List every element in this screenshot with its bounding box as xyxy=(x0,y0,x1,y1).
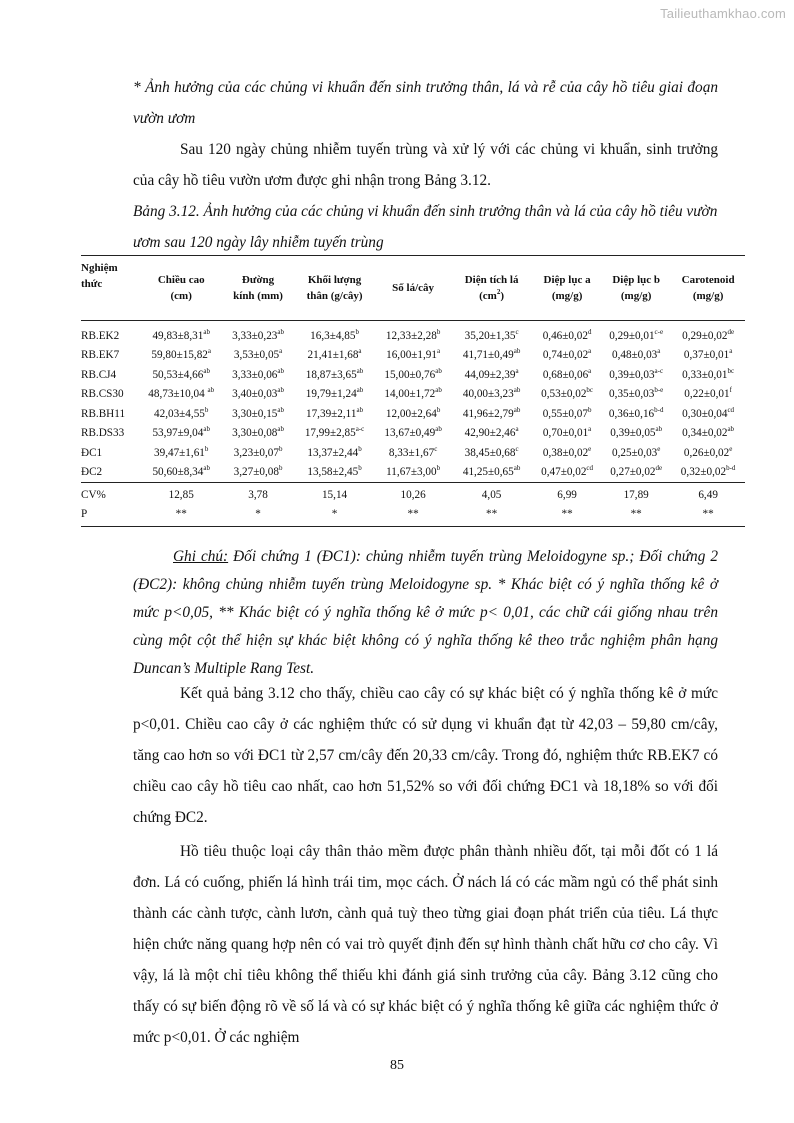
table-row xyxy=(81,365,745,385)
significance-letter: c xyxy=(515,444,519,453)
header-chlorophyll-a: Diệp lục a (mg/g) xyxy=(543,274,591,302)
table-cell: 4,05 xyxy=(450,483,533,505)
cell-value: 0,33±0,01 xyxy=(682,368,728,381)
cell-value: 0,70±0,01 xyxy=(542,427,589,440)
table-cell xyxy=(671,321,745,346)
treatment-name: RB.BH11 xyxy=(81,407,126,420)
result-paragraph-2: Hồ tiêu thuộc loại cây thân thảo mềm được phân thành nhiều đốt, tại mỗi đốt có 1 lá đơn. Lá có cuống, phiến lá hình trái tim, mọc cách. Ở nách lá có các mầm ngủ có thể phát sinh thành các cành tược, cành lươn, cành quả tuỳ theo từng giai đoạn phát triển của tiêu. Lá thực hiện chức năng quang hợp nên có vai trò quyết định đến sự hình thành chất hữu cơ cho cây. Vì vậy, lá là một chỉ tiêu không thể thiếu khi đánh giá sinh trưởng của cây. Bảng 3.12 cũng cho thấy có sự biến động rõ về số lá và có sự khác biệt có ý nghĩa thống kê giữa các nghiệm thức ở mức p<0,01. Ở các nghiệm xyxy=(133,843,718,1046)
cell-value: 16,00±1,91 xyxy=(386,349,437,362)
header-treatment: Nghiệm thức xyxy=(81,262,118,290)
significance-letter: bc xyxy=(727,366,735,375)
table-cell xyxy=(533,424,601,444)
significance-letter: b xyxy=(278,444,283,453)
significance-letter: ab xyxy=(277,327,284,336)
significance-letter: a xyxy=(279,347,283,356)
cell-value: 12,00±2,64 xyxy=(385,407,437,420)
cell-value: 3,30±0,15 xyxy=(232,407,278,420)
table-cell xyxy=(671,443,745,463)
table-cell xyxy=(139,346,223,366)
significance-letter: a xyxy=(588,425,592,434)
significance-letter: de xyxy=(727,327,735,336)
table-cell xyxy=(139,443,223,463)
header-mass: Khối lượng thân (g/cây) xyxy=(306,274,363,302)
table-cell xyxy=(533,365,601,385)
significance-letter: b xyxy=(436,405,441,414)
cell-value: 0,39±0,03 xyxy=(609,368,655,381)
cell-value: 3,53±0,05 xyxy=(233,349,280,362)
significance-letter: de xyxy=(655,464,663,473)
table-cell xyxy=(671,385,745,405)
significance-letter: ab xyxy=(203,425,210,434)
table-cell xyxy=(223,321,293,346)
table-note xyxy=(133,543,718,683)
significance-letter: e xyxy=(657,444,661,453)
significance-letter: a xyxy=(588,347,592,356)
table-cell xyxy=(139,424,223,444)
row-label: P xyxy=(81,505,139,527)
significance-letter: a xyxy=(358,347,362,356)
significance-letter: bc xyxy=(586,386,594,395)
table-cell xyxy=(533,404,601,424)
table-cell xyxy=(671,365,745,385)
cell-value: 0,25±0,03 xyxy=(611,446,658,459)
cell-value: 41,71±0,49 xyxy=(462,349,514,362)
significance-letter: b xyxy=(204,444,209,453)
top-text xyxy=(133,72,718,258)
cell-value: 50,60±8,34 xyxy=(152,466,204,479)
significance-letter: ab xyxy=(203,366,210,375)
cell-value: 39,47±1,61 xyxy=(154,446,205,459)
cell-value: 0,27±0,02 xyxy=(610,466,656,479)
significance-letter: b xyxy=(436,464,441,473)
cell-value: 59,80±15,82 xyxy=(151,349,208,362)
table-cell xyxy=(376,346,450,366)
significance-letter: c xyxy=(515,327,519,336)
cell-value: 0,53±0,02 xyxy=(541,388,587,401)
table-cell xyxy=(376,321,450,346)
cell-value: 21,41±1,68 xyxy=(307,349,359,362)
header-chlorophyll-b: Diệp lục b (mg/g) xyxy=(612,274,661,302)
page-number: 85 xyxy=(390,1058,404,1073)
significance-letter: d xyxy=(587,327,592,336)
significance-letter: a xyxy=(515,366,519,375)
significance-letter: ab xyxy=(513,405,521,414)
table-row xyxy=(81,346,745,366)
watermark: Tailieuthamkhao.com xyxy=(660,6,786,21)
header-height: Chiều cao (cm) xyxy=(157,274,205,302)
cell-value: 0,36±0,16 xyxy=(608,407,655,420)
table-caption: Bảng 3.12. Ảnh hưởng của các chủng vi khuẩn đến sinh trưởng thân và lá của cây hồ tiêu vườn ươm sau 120 ngày lây nhiễm tuyến trùng xyxy=(133,203,718,251)
header-leaves: Số lá/cây xyxy=(392,282,435,294)
table-header-row xyxy=(81,256,745,321)
intro-paragraph: Sau 120 ngày chủng nhiễm tuyến trùng và xử lý với các chủng vi khuẩn, sinh trưởng của cây hồ tiêu vườn ươm được ghi nhận trong Bảng 3.12. xyxy=(133,141,718,189)
table-cell: * xyxy=(223,505,293,527)
table-cell xyxy=(293,321,376,346)
data-table xyxy=(81,255,745,527)
significance-letter: f xyxy=(729,386,732,395)
table-cell: 6,49 xyxy=(671,483,745,505)
treatment-name: RB.CS30 xyxy=(81,388,124,401)
significance-letter: ab xyxy=(277,425,284,434)
header-carotenoid: Carotenoid (mg/g) xyxy=(681,274,735,302)
significance-letter: ab xyxy=(277,405,284,414)
cell-value: 35,20±1,35 xyxy=(464,329,516,342)
table-cell: 17,89 xyxy=(601,483,671,505)
cell-value: 19,79±1,24 xyxy=(305,388,357,401)
significance-letter: cd xyxy=(727,405,735,414)
table-cell xyxy=(376,443,450,463)
table-cell xyxy=(533,385,601,405)
cell-value: 13,67±0,49 xyxy=(384,427,436,440)
cell-value: 3,27±0,08 xyxy=(233,466,279,479)
significance-letter: ab xyxy=(356,386,364,395)
cell-value: 15,00±0,76 xyxy=(384,368,436,381)
table-cell xyxy=(139,321,223,346)
table-cell xyxy=(450,463,533,483)
row-label: CV% xyxy=(81,483,139,505)
cell-value: 3,33±0,06 xyxy=(232,368,278,381)
table-cell xyxy=(376,424,450,444)
significance-letter: ab xyxy=(435,386,442,395)
table-cell xyxy=(601,443,671,463)
treatment-name: RB.DS33 xyxy=(81,427,125,440)
table-cell xyxy=(293,346,376,366)
table-cell xyxy=(450,443,533,463)
cell-value: 50,53±4,66 xyxy=(152,368,204,381)
table-cell xyxy=(601,365,671,385)
table-cell xyxy=(533,443,601,463)
table-cell xyxy=(450,385,533,405)
table-cell xyxy=(223,424,293,444)
table-row xyxy=(81,443,745,463)
significance-letter: a xyxy=(657,347,661,356)
significance-letter: ab xyxy=(356,366,364,375)
significance-letter: ab xyxy=(203,327,210,336)
table-cell: ** xyxy=(376,505,450,527)
table-cell xyxy=(293,365,376,385)
significance-letter: ab xyxy=(513,464,521,473)
cell-value: 42,03±4,55 xyxy=(154,407,205,420)
significance-letter: e xyxy=(588,444,592,453)
significance-letter: b xyxy=(278,464,283,473)
cell-value: 49,83±8,31 xyxy=(152,329,204,342)
table-row xyxy=(81,321,745,346)
body-text xyxy=(133,678,718,1053)
cell-value: 0,46±0,02 xyxy=(542,329,588,342)
table-cell xyxy=(223,463,293,483)
table-cell xyxy=(293,385,376,405)
header-leaf-area: Diện tích lá $(cm^2)$ xyxy=(464,274,519,302)
cell-value: 3,40±0,03 xyxy=(232,388,278,401)
table-cell xyxy=(293,463,376,483)
table-cell xyxy=(601,424,671,444)
cell-value: 13,37±2,44 xyxy=(307,446,359,459)
table-cell: 3,78 xyxy=(223,483,293,505)
table-body xyxy=(81,321,745,527)
treatment-name: RB.CJ4 xyxy=(81,368,117,381)
cell-value: 13,58±2,45 xyxy=(307,466,359,479)
table-cell xyxy=(376,385,450,405)
table-cell: ** xyxy=(450,505,533,527)
significance-letter: b-d xyxy=(726,464,736,473)
significance-letter: ab xyxy=(203,464,210,473)
significance-letter: a-c xyxy=(355,425,365,434)
table-cell xyxy=(450,404,533,424)
table-cell: 10,26 xyxy=(376,483,450,505)
significance-letter: c-e xyxy=(654,327,664,336)
cell-value: 0,26±0,02 xyxy=(683,446,730,459)
significance-letter: ab xyxy=(277,366,284,375)
treatment-name: RB.EK7 xyxy=(81,349,120,362)
cell-value: 0,74±0,02 xyxy=(542,349,589,362)
table-cell: 12,85 xyxy=(139,483,223,505)
significance-letter: ab xyxy=(356,405,364,414)
table-cell xyxy=(450,321,533,346)
cell-value: 18,87±3,65 xyxy=(305,368,357,381)
significance-letter: ab xyxy=(435,425,442,434)
table-cell xyxy=(671,346,745,366)
p-row xyxy=(81,505,745,527)
cell-value: 0,30±0,04 xyxy=(682,407,728,420)
treatment-name: ĐC2 xyxy=(81,466,103,479)
table-cell: 6,99 xyxy=(533,483,601,505)
table-cell xyxy=(223,404,293,424)
significance-letter: ab xyxy=(513,386,521,395)
table-cell xyxy=(376,404,450,424)
significance-letter: ab xyxy=(277,386,284,395)
significance-letter: b-e xyxy=(654,386,664,395)
table-cell xyxy=(223,443,293,463)
significance-letter: b xyxy=(587,405,592,414)
cell-value: 0,37±0,01 xyxy=(683,349,730,362)
table-cell xyxy=(223,365,293,385)
cell-value: 14,00±1,72 xyxy=(384,388,436,401)
cell-value: 8,33±1,67 xyxy=(388,446,435,459)
significance-letter: b-d xyxy=(654,405,664,414)
table-cell xyxy=(450,346,533,366)
cell-value: 42,90±2,46 xyxy=(464,427,516,440)
table-cell: 15,14 xyxy=(293,483,376,505)
table-cell xyxy=(293,443,376,463)
cell-value: 0,32±0,02 xyxy=(680,466,727,479)
table-cell xyxy=(376,365,450,385)
header-diameter: Đường kính (mm) xyxy=(233,274,283,302)
table-row xyxy=(81,424,745,444)
table-cell xyxy=(139,463,223,483)
significance-letter: cd xyxy=(586,464,594,473)
table-cell xyxy=(533,346,601,366)
table-cell xyxy=(223,346,293,366)
result-paragraph-1: Kết quả bảng 3.12 cho thấy, chiều cao cây có sự khác biệt có ý nghĩa thống kê ở mức p<0,01. Chiều cao cây ở các nghiệm thức có sử dụng vi khuẩn đạt từ 42,03 – 59,80 cm/cây, tăng cao hơn so với ĐC1 từ 2,57 cm/cây đến 20,33 cm/cây. Trong đó, nghiệm thức RB.EK7 có chiều cao cây hồ tiêu cao nhất, cao hơn 51,52% so với đối chứng ĐC1 và 18,18% so với đối chứng ĐC2. xyxy=(133,685,718,826)
cell-value: 0,55±0,07 xyxy=(542,407,588,420)
cell-value: 17,99±2,85 xyxy=(304,427,356,440)
table-cell xyxy=(293,424,376,444)
table-cell xyxy=(601,404,671,424)
significance-letter: a-c xyxy=(654,366,664,375)
cell-value: 53,97±9,04 xyxy=(152,427,204,440)
cell-value: 12,33±2,28 xyxy=(385,329,437,342)
cell-value: 38,45±0,68 xyxy=(464,446,516,459)
table-cell xyxy=(601,463,671,483)
table-cell: ** xyxy=(139,505,223,527)
cell-value: 41,25±0,65 xyxy=(462,466,514,479)
significance-letter: a xyxy=(437,347,441,356)
cell-value: 0,22±0,01 xyxy=(684,388,730,401)
cell-value: 44,09±2,39 xyxy=(464,368,516,381)
table-cell: ** xyxy=(533,505,601,527)
cell-value: 48,73±10,04 xyxy=(148,388,208,401)
table-cell xyxy=(601,321,671,346)
cell-value: 0,29±0,01 xyxy=(609,329,655,342)
significance-letter: ab xyxy=(655,425,663,434)
cell-value: 0,34±0,02 xyxy=(682,427,728,440)
cell-value: 11,67±3,00 xyxy=(386,466,437,479)
note-text: Đối chứng 1 (ĐC1): chủng nhiễm tuyến trùng Meloidogyne sp.; Đối chứng 2 (ĐC2): không chủng nhiễm tuyến trùng Meloidogyne sp. * Khác biệt có ý nghĩa thống kê ở mức p<0,05, ** Khác biệt có ý nghĩa thống kê ở mức p< 0,01, các chữ cái giống nhau trên cùng một cột thể hiện sự khác biệt không có ý nghĩa thống kê theo trắc nghiệm phân hạng Duncan’s Multiple Rang Test. xyxy=(133,548,718,677)
cell-value: 41,96±2,79 xyxy=(462,407,514,420)
table-cell xyxy=(450,424,533,444)
table-cell xyxy=(601,346,671,366)
table-cell xyxy=(293,404,376,424)
cell-value: 17,39±2,11 xyxy=(305,407,357,420)
table-cell: ** xyxy=(601,505,671,527)
significance-letter: b xyxy=(436,327,441,336)
cell-value: 0,39±0,05 xyxy=(610,427,656,440)
table-row xyxy=(81,463,745,483)
section-heading: * Ảnh hưởng của các chủng vi khuẩn đến sinh trưởng thân, lá và rễ của cây hồ tiêu giai đoạn vườn ươm xyxy=(133,79,718,127)
significance-letter: a xyxy=(207,347,211,356)
treatment-name: ĐC1 xyxy=(81,446,103,459)
cv-row xyxy=(81,483,745,505)
table-cell xyxy=(671,424,745,444)
significance-letter: a xyxy=(588,366,592,375)
significance-letter: a xyxy=(515,425,519,434)
treatment-name: RB.EK2 xyxy=(81,329,120,342)
cell-value: 3,33±0,23 xyxy=(232,329,278,342)
significance-letter: a xyxy=(729,347,733,356)
table-cell xyxy=(139,385,223,405)
cell-value: 16,3±4,85 xyxy=(310,329,356,342)
table-cell xyxy=(671,463,745,483)
table-row xyxy=(81,404,745,424)
significance-letter: b xyxy=(358,444,362,453)
table-cell xyxy=(601,385,671,405)
table-cell xyxy=(223,385,293,405)
cell-value: 0,47±0,02 xyxy=(541,466,587,479)
table-row xyxy=(81,385,745,405)
cell-value: 0,29±0,02 xyxy=(682,329,728,342)
cell-value: 0,68±0,06 xyxy=(542,368,589,381)
significance-letter: ab xyxy=(513,347,521,356)
significance-letter: e xyxy=(729,444,733,453)
cell-value: 3,23±0,07 xyxy=(233,446,279,459)
table-cell xyxy=(139,404,223,424)
significance-letter: ab xyxy=(435,366,442,375)
table-cell xyxy=(376,463,450,483)
table-cell xyxy=(450,365,533,385)
cell-value: 0,48±0,03 xyxy=(611,349,658,362)
table-cell: * xyxy=(293,505,376,527)
table-cell xyxy=(139,365,223,385)
table-cell xyxy=(671,404,745,424)
significance-letter: c xyxy=(434,444,438,453)
cell-value: 0,35±0,03 xyxy=(609,388,655,401)
table-cell: ** xyxy=(671,505,745,527)
significance-letter: ab xyxy=(727,425,735,434)
cell-value: 40,00±3,23 xyxy=(462,388,514,401)
significance-letter: ab xyxy=(207,386,215,395)
significance-letter: b xyxy=(358,464,362,473)
note-label: Ghi chú: xyxy=(173,548,229,565)
table-cell xyxy=(533,321,601,346)
significance-letter: b xyxy=(355,327,359,336)
table-cell xyxy=(533,463,601,483)
cell-value: 3,30±0,08 xyxy=(232,427,278,440)
cell-value: 0,38±0,02 xyxy=(542,446,589,459)
significance-letter: b xyxy=(204,405,209,414)
